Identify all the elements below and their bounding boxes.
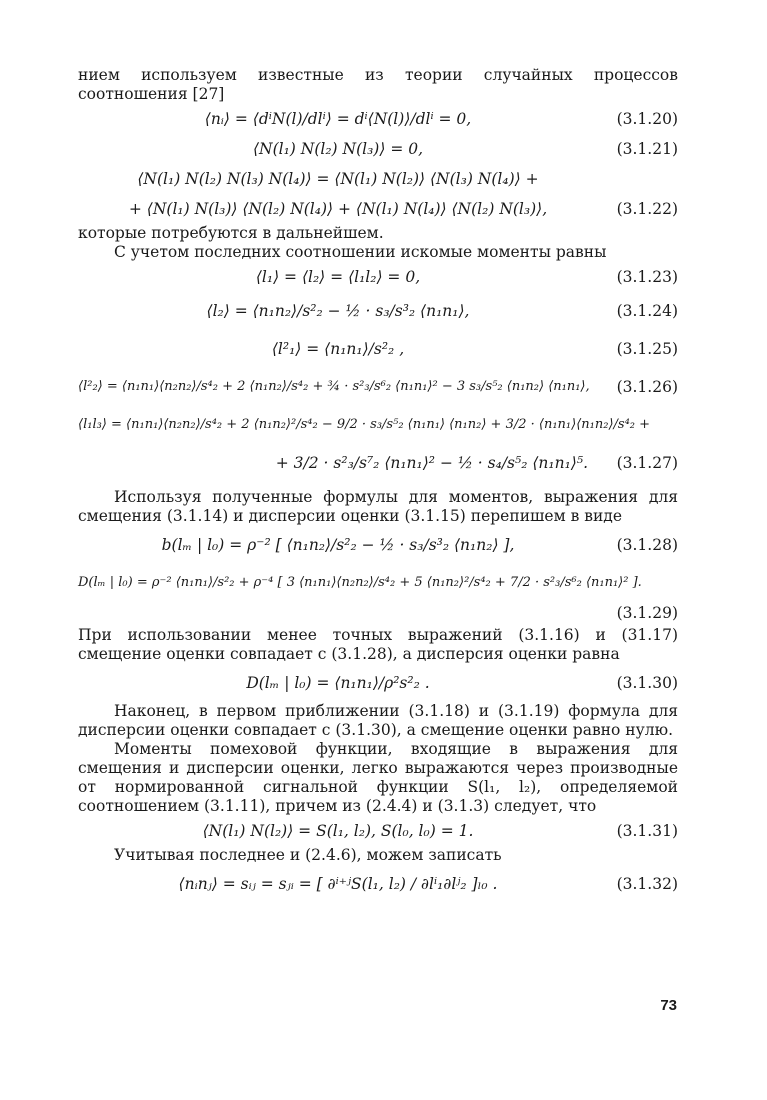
- equation-formula: ⟨nᵢ⟩ = ⟨dⁱN(l)/dlⁱ⟩ = dⁱ⟨N(l)⟩/dlⁱ = 0,: [204, 110, 472, 128]
- equation-3-1-22: [78, 194, 678, 224]
- equation-3-1-26: [78, 368, 678, 406]
- equation-number: (3.1.29): [616, 604, 678, 622]
- equation-formula: b(lₘ | l₀) = ρ⁻² [ ⟨n₁n₂⟩/s²₂ − ½ · s₃/s³₂ ⟨n₁n₂⟩ ],: [161, 536, 515, 554]
- paragraph-8: Учитывая последнее и (2.4.6), можем записать: [114, 846, 502, 864]
- equation-number: (3.1.24): [616, 302, 678, 320]
- equation-formula: ⟨N(l₁) N(l₂) N(l₃)⟩ = 0,: [252, 140, 424, 158]
- paragraph-5: При использовании менее точных выражений (3.1.16) и (31.17) смещение оценки совпадает с (3.1.28), а дисперсия оценки равна: [78, 626, 678, 663]
- equation-formula: ⟨l₁l₃⟩ = ⟨n₁n₁⟩⟨n₂n₂⟩/s⁴₂ + 2 ⟨n₁n₂⟩²/s⁴₂ − 9/2 · s₃/s⁵₂ ⟨n₁n₁⟩ ⟨n₁n₂⟩ + 3/2 · ⟨n₁n₁⟩⟨n₁n₂⟩/s⁴₂ +: [78, 417, 651, 432]
- equation-3-1-25: [78, 330, 678, 368]
- equation-formula: ⟨l₂⟩ = ⟨n₁n₂⟩/s²₂ − ½ · s₃/s³₂ ⟨n₁n₁⟩,: [206, 302, 470, 320]
- equation-3-1-31: [78, 816, 678, 846]
- equation-formula: ⟨N(l₁) N(l₂)⟩ = S(l₁, l₂), S(l₀, l₀) = 1.: [202, 822, 474, 840]
- paragraph-7: Моменты помеховой функции, входящие в выражения для смещения и дисперсии оценки, легко выражаются через производные от нормированной сигнальной функции S(l₁, l₂), определяемой соотношением (3.1.11), причем из (2.4.4) и (3.1.3) следует, что: [78, 740, 678, 815]
- equation-3-1-24: [78, 292, 678, 330]
- equation-3-1-30: [78, 664, 678, 702]
- paragraph-6: Наконец, в первом приближении (3.1.18) и (3.1.19) формула для дисперсии оценки совпадает с (3.1.30), а смещение оценки равно нулю.: [78, 702, 678, 739]
- equation-3-1-27: [78, 444, 678, 482]
- equation-formula: + ⟨N(l₁) N(l₃)⟩ ⟨N(l₂) N(l₄)⟩ + ⟨N(l₁) N(l₄)⟩ ⟨N(l₂) N(l₃)⟩,: [128, 200, 548, 218]
- equation-formula: ⟨N(l₁) N(l₂) N(l₃) N(l₄)⟩ = ⟨N(l₁) N(l₂)⟩ ⟨N(l₃) N(l₄)⟩ +: [137, 170, 539, 188]
- equation-3-1-32: [78, 865, 678, 903]
- equation-formula: D(lₘ | l₀) = ⟨n₁n₁⟩/ρ²s²₂ .: [246, 674, 430, 692]
- paragraph-4: Используя полученные формулы для моментов, выражения для смещения (3.1.14) и дисперсии оценки (3.1.15) перепишем в виде: [78, 488, 678, 525]
- paragraph-1: нием используем известные из теории случайных процессов соотношения [27]: [78, 66, 678, 103]
- equation-3-1-27-line1: [78, 406, 678, 444]
- equation-3-1-21: [78, 134, 678, 164]
- equation-formula: + 3/2 · s²₃/s⁷₂ ⟨n₁n₁⟩² − ½ · s₄/s⁵₂ ⟨n₁n₁⟩⁵.: [275, 454, 588, 472]
- equation-number: (3.1.30): [616, 674, 678, 692]
- equation-3-1-29: [78, 564, 678, 602]
- equation-formula: ⟨l²₁⟩ = ⟨n₁n₁⟩/s²₂ ,: [271, 340, 405, 358]
- equation-number: (3.1.20): [616, 110, 678, 128]
- page-body: [78, 66, 678, 903]
- equation-number: (3.1.21): [616, 140, 678, 158]
- equation-number: (3.1.31): [616, 822, 678, 840]
- paragraph-2: которые потребуются в дальнейшем.: [78, 224, 384, 242]
- equation-number: (3.1.32): [616, 875, 678, 893]
- equation-number: (3.1.27): [616, 454, 678, 472]
- equation-3-1-23: [78, 262, 678, 292]
- equation-formula: ⟨l₁⟩ = ⟨l₂⟩ = ⟨l₁l₂⟩ = 0,: [255, 268, 421, 286]
- equation-formula: ⟨l²₂⟩ = ⟨n₁n₁⟩⟨n₂n₂⟩/s⁴₂ + 2 ⟨n₁n₂⟩/s⁴₂ + ¾ · s²₃/s⁶₂ ⟨n₁n₁⟩² − 3 s₃/s⁵₂ ⟨n₁n₂⟩ ⟨n₁n₁⟩,: [78, 379, 590, 394]
- equation-number: (3.1.26): [616, 378, 678, 396]
- equation-3-1-22-line1: [78, 164, 678, 194]
- equation-3-1-20: [78, 104, 678, 134]
- equation-number: (3.1.22): [616, 200, 678, 218]
- equation-number: (3.1.28): [616, 536, 678, 554]
- paragraph-3: С учетом последних соотношении искомые моменты равны: [114, 243, 607, 261]
- equation-3-1-28: [78, 526, 678, 564]
- equation-formula: D(lₘ | l₀) = ρ⁻² ⟨n₁n₁⟩/s²₂ + ρ⁻⁴ [ 3 ⟨n₁n₁⟩⟨n₂n₂⟩/s⁴₂ + 5 ⟨n₁n₂⟩²/s⁴₂ + 7/2 · s²₃/s⁶₂ ⟨n₁n₁⟩² ].: [78, 575, 642, 590]
- page-number: 73: [660, 997, 677, 1014]
- equation-number: (3.1.25): [616, 340, 678, 358]
- equation-formula: ⟨nᵢnⱼ⟩ = sᵢⱼ = sⱼᵢ = [ ∂ⁱ⁺ʲS(l₁, l₂) / ∂lⁱ₁∂lʲ₂ ]ₗ₀ .: [178, 875, 498, 893]
- equation-number: (3.1.23): [616, 268, 678, 286]
